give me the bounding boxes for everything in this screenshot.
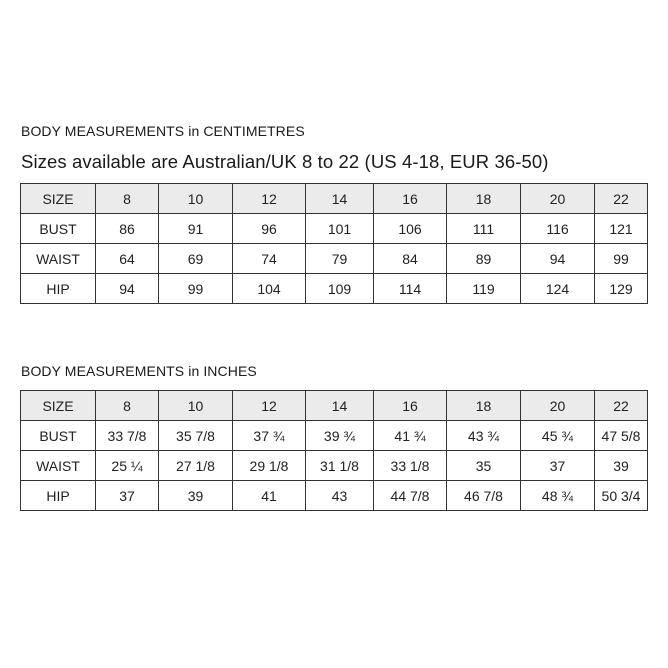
table-row xyxy=(21,481,648,511)
measurement-value-cell: 33 1/8 xyxy=(374,451,447,481)
measurement-value-cell: 25 ¼ xyxy=(96,451,159,481)
measurement-value-cell: 33 7/8 xyxy=(96,421,159,451)
measurement-label-cell: BUST xyxy=(21,214,96,244)
table-row xyxy=(21,244,648,274)
measurement-value-cell: 129 xyxy=(595,274,648,304)
measurement-value-cell: 99 xyxy=(159,274,233,304)
measurement-value-cell: 91 xyxy=(159,214,233,244)
measurement-value-cell: 39 xyxy=(595,451,648,481)
measurement-label-cell: WAIST xyxy=(21,244,96,274)
measurement-value-cell: 37 xyxy=(96,481,159,511)
measurement-value-cell: 27 1/8 xyxy=(159,451,233,481)
size-header-cell: 22 xyxy=(595,184,648,214)
size-header-cell: 14 xyxy=(306,184,374,214)
measurement-value-cell: 79 xyxy=(306,244,374,274)
measurement-value-cell: 47 5/8 xyxy=(595,421,648,451)
measurement-value-cell: 69 xyxy=(159,244,233,274)
measurement-value-cell: 45 ¾ xyxy=(521,421,595,451)
size-header-cell: 22 xyxy=(595,391,648,421)
size-header-cell: 10 xyxy=(159,391,233,421)
measurement-value-cell: 39 xyxy=(159,481,233,511)
table-row xyxy=(21,421,648,451)
measurement-label-cell: BUST xyxy=(21,421,96,451)
measurement-value-cell: 43 xyxy=(306,481,374,511)
measurement-value-cell: 74 xyxy=(233,244,306,274)
measurement-value-cell: 116 xyxy=(521,214,595,244)
measurement-label-cell: HIP xyxy=(21,481,96,511)
size-label-cell: SIZE xyxy=(21,184,96,214)
measurement-value-cell: 114 xyxy=(374,274,447,304)
measurement-value-cell: 50 3/4 xyxy=(595,481,648,511)
measurement-value-cell: 64 xyxy=(96,244,159,274)
measurement-value-cell: 84 xyxy=(374,244,447,274)
size-header-cell: 12 xyxy=(233,184,306,214)
sizes-available-note: Sizes available are Australian/UK 8 to 22 (US 4-18, EUR 36-50) xyxy=(21,151,549,172)
measurement-value-cell: 29 1/8 xyxy=(233,451,306,481)
size-header-cell: 8 xyxy=(96,184,159,214)
size-header-cell: 16 xyxy=(374,391,447,421)
inches-table xyxy=(20,390,648,511)
measurement-label-cell: WAIST xyxy=(21,451,96,481)
measurement-value-cell: 31 1/8 xyxy=(306,451,374,481)
measurement-value-cell: 104 xyxy=(233,274,306,304)
size-header-cell: 14 xyxy=(306,391,374,421)
size-header-cell: 12 xyxy=(233,391,306,421)
measurement-value-cell: 41 xyxy=(233,481,306,511)
measurement-value-cell: 121 xyxy=(595,214,648,244)
measurement-value-cell: 43 ¾ xyxy=(447,421,521,451)
size-header-cell: 18 xyxy=(447,184,521,214)
measurement-value-cell: 44 7/8 xyxy=(374,481,447,511)
measurement-value-cell: 101 xyxy=(306,214,374,244)
measurement-value-cell: 94 xyxy=(521,244,595,274)
measurement-value-cell: 46 7/8 xyxy=(447,481,521,511)
measurement-value-cell: 39 ¾ xyxy=(306,421,374,451)
centimetres-heading: BODY MEASUREMENTS in CENTIMETRES xyxy=(21,123,305,139)
size-label-cell: SIZE xyxy=(21,391,96,421)
measurement-value-cell: 89 xyxy=(447,244,521,274)
size-header-cell: 10 xyxy=(159,184,233,214)
measurement-value-cell: 96 xyxy=(233,214,306,244)
size-header-cell: 18 xyxy=(447,391,521,421)
table-header-row xyxy=(21,184,648,214)
size-header-cell: 16 xyxy=(374,184,447,214)
size-header-cell: 20 xyxy=(521,391,595,421)
table-header-row xyxy=(21,391,648,421)
measurement-value-cell: 37 ¾ xyxy=(233,421,306,451)
measurement-value-cell: 94 xyxy=(96,274,159,304)
measurement-value-cell: 109 xyxy=(306,274,374,304)
measurement-value-cell: 35 xyxy=(447,451,521,481)
table-row xyxy=(21,451,648,481)
measurement-label-cell: HIP xyxy=(21,274,96,304)
table-row xyxy=(21,274,648,304)
measurement-value-cell: 99 xyxy=(595,244,648,274)
measurement-value-cell: 41 ¾ xyxy=(374,421,447,451)
measurement-value-cell: 106 xyxy=(374,214,447,244)
size-header-cell: 20 xyxy=(521,184,595,214)
measurement-value-cell: 35 7/8 xyxy=(159,421,233,451)
measurement-value-cell: 86 xyxy=(96,214,159,244)
measurement-value-cell: 124 xyxy=(521,274,595,304)
measurement-value-cell: 48 ¾ xyxy=(521,481,595,511)
centimetres-table xyxy=(20,183,648,304)
size-header-cell: 8 xyxy=(96,391,159,421)
measurement-value-cell: 37 xyxy=(521,451,595,481)
table-row xyxy=(21,214,648,244)
inches-heading: BODY MEASUREMENTS in INCHES xyxy=(21,363,257,379)
measurement-value-cell: 119 xyxy=(447,274,521,304)
measurement-value-cell: 111 xyxy=(447,214,521,244)
